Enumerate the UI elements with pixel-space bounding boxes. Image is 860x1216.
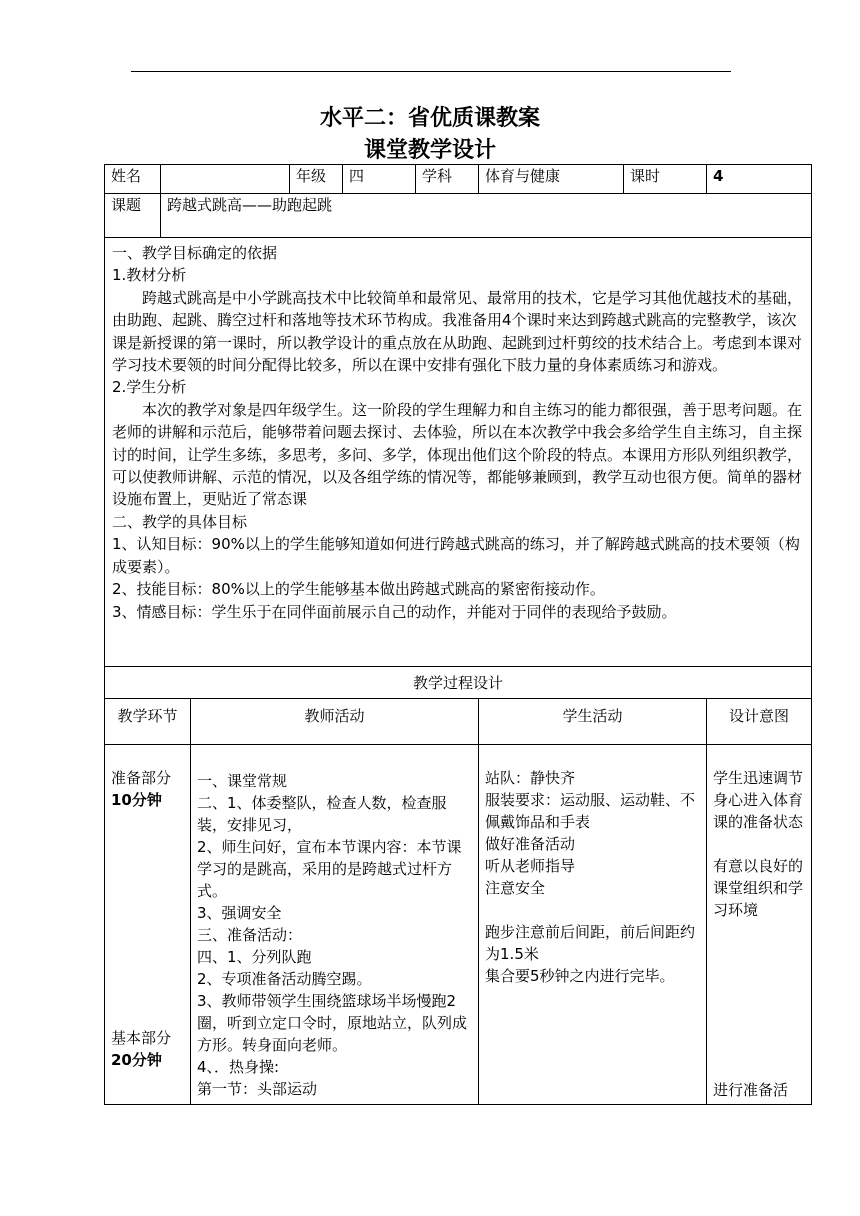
header-rule bbox=[131, 71, 731, 72]
teacher-activity: 一、课堂常规 二、1、体委整队，检查人数，检查服装，安排见习， 2、师生问好，宣布本节课内容：本节课学习的是跳高，采用的是跨越式过杆方式。 3、强调安全 三、准备活动： 四、1、分列队跑 2、专项准备活动腾空踢。 3、教师带领学生围绕篮球场半场慢跑2圈，听到立定口令时，原地站立，队列成方形。转身面向老师。 4、．热身操: 第一节：头部运动 bbox=[191, 745, 479, 1105]
document-title: 水平二：省优质课教案 bbox=[319, 106, 540, 131]
emotion-goal: 3、情感目标：学生乐于在同伴面前展示自己的动作，并能对于同伴的表现给予鼓励。 bbox=[112, 602, 677, 621]
col-intent: 设计意图 bbox=[707, 699, 812, 745]
grade-value: 四 bbox=[343, 165, 416, 194]
process-title: 教学过程设计 bbox=[105, 667, 812, 699]
stage-prep: 准备部分 bbox=[111, 769, 172, 787]
lesson-plan-table bbox=[104, 164, 812, 1105]
objectives-cell bbox=[105, 238, 812, 667]
name-value bbox=[161, 165, 290, 194]
student-analysis-text: 本次的教学对象是四年级学生。这一阶段的学生理解力和自主练习的能力都很强，善于思考问题。在老师的讲解和示范后，能够带着问题去探讨、去体验，所以在本次教学中我会多给学生自主练习，自主探讨的时间，让学生多练，多思考，多问、多学，体现出他们这个阶段的特点。本课用方形队列组织教学，可以使教师讲解、示范的情况，以及各组学练的情况等，都能够兼顾到，教学互动也很方便。简单的器材设施布置上，更贴近了常态课 bbox=[112, 400, 803, 509]
col-student: 学生活动 bbox=[479, 699, 707, 745]
objectives-heading: 一、教学目标确定的依据 bbox=[112, 244, 278, 262]
skill-goal: 2、技能目标：80%以上的学生能够基本做出跨越式跳高的紧密衔接动作。 bbox=[112, 580, 605, 599]
stage-basic: 基本部分 bbox=[111, 1029, 172, 1047]
cognitive-goal: 1、认知目标：90%以上的学生能够知道如何进行跨越式跳高的练习，并了解跨越式跳高的技术要领（构成要素）。 bbox=[112, 535, 800, 576]
intent-1: 学生迅速调节身心进入体育课的准备状态 bbox=[713, 769, 804, 831]
stage-cell bbox=[105, 745, 191, 1105]
name-label: 姓名 bbox=[105, 165, 161, 194]
topic-label: 课题 bbox=[105, 194, 161, 238]
stage-prep-time: 10分钟 bbox=[111, 791, 162, 809]
intent-3: 进行准备活 bbox=[713, 1081, 789, 1099]
topic-value: 跨越式跳高——助跑起跳 bbox=[161, 194, 812, 238]
stage-basic-block bbox=[111, 1027, 171, 1071]
document-subtitle: 课堂教学设计 bbox=[363, 138, 496, 163]
grade-label: 年级 bbox=[290, 165, 343, 194]
intent-cell bbox=[707, 745, 812, 1105]
col-stage: 教学环节 bbox=[105, 699, 191, 745]
student-analysis-heading: 2.学生分析 bbox=[112, 378, 187, 397]
material-analysis-heading: 1.教材分析 bbox=[112, 266, 187, 285]
subject-value: 体育与健康 bbox=[479, 165, 624, 194]
student-activity: 站队：静快齐 服装要求：运动服、运动鞋、不佩戴饰品和手表 做好准备活动 听从老师指导 注意安全 跑步注意前后间距，前后间距约为1.5米 集合要5秒钟之内进行完毕。 bbox=[479, 745, 707, 1105]
stage-basic-time: 20分钟 bbox=[111, 1051, 162, 1069]
col-teacher: 教师活动 bbox=[191, 699, 479, 745]
intent-2: 有意以良好的课堂组织和学习环境 bbox=[713, 857, 804, 919]
hours-value: 4 bbox=[707, 165, 812, 194]
specific-goals-heading: 二、教学的具体目标 bbox=[112, 512, 248, 531]
subject-label: 学科 bbox=[416, 165, 479, 194]
material-analysis-text: 跨越式跳高是中小学跳高技术中比较简单和最常见、最常用的技术，它是学习其他优越技术的基础，由助跑、起跳、腾空过杆和落地等技术环节构成。我准备用4个课时来达到跨越式跳高的完整教学，该次课是新授课的第一课时，所以教学设计的重点放在从助跑、起跳到过杆剪绞的技术结合上。考虑到本课对学习技术要领的时间分配得比较多，所以在课中安排有强化下肢力量的身体素质练习和游戏。 bbox=[112, 288, 803, 375]
hours-label: 课时 bbox=[624, 165, 707, 194]
